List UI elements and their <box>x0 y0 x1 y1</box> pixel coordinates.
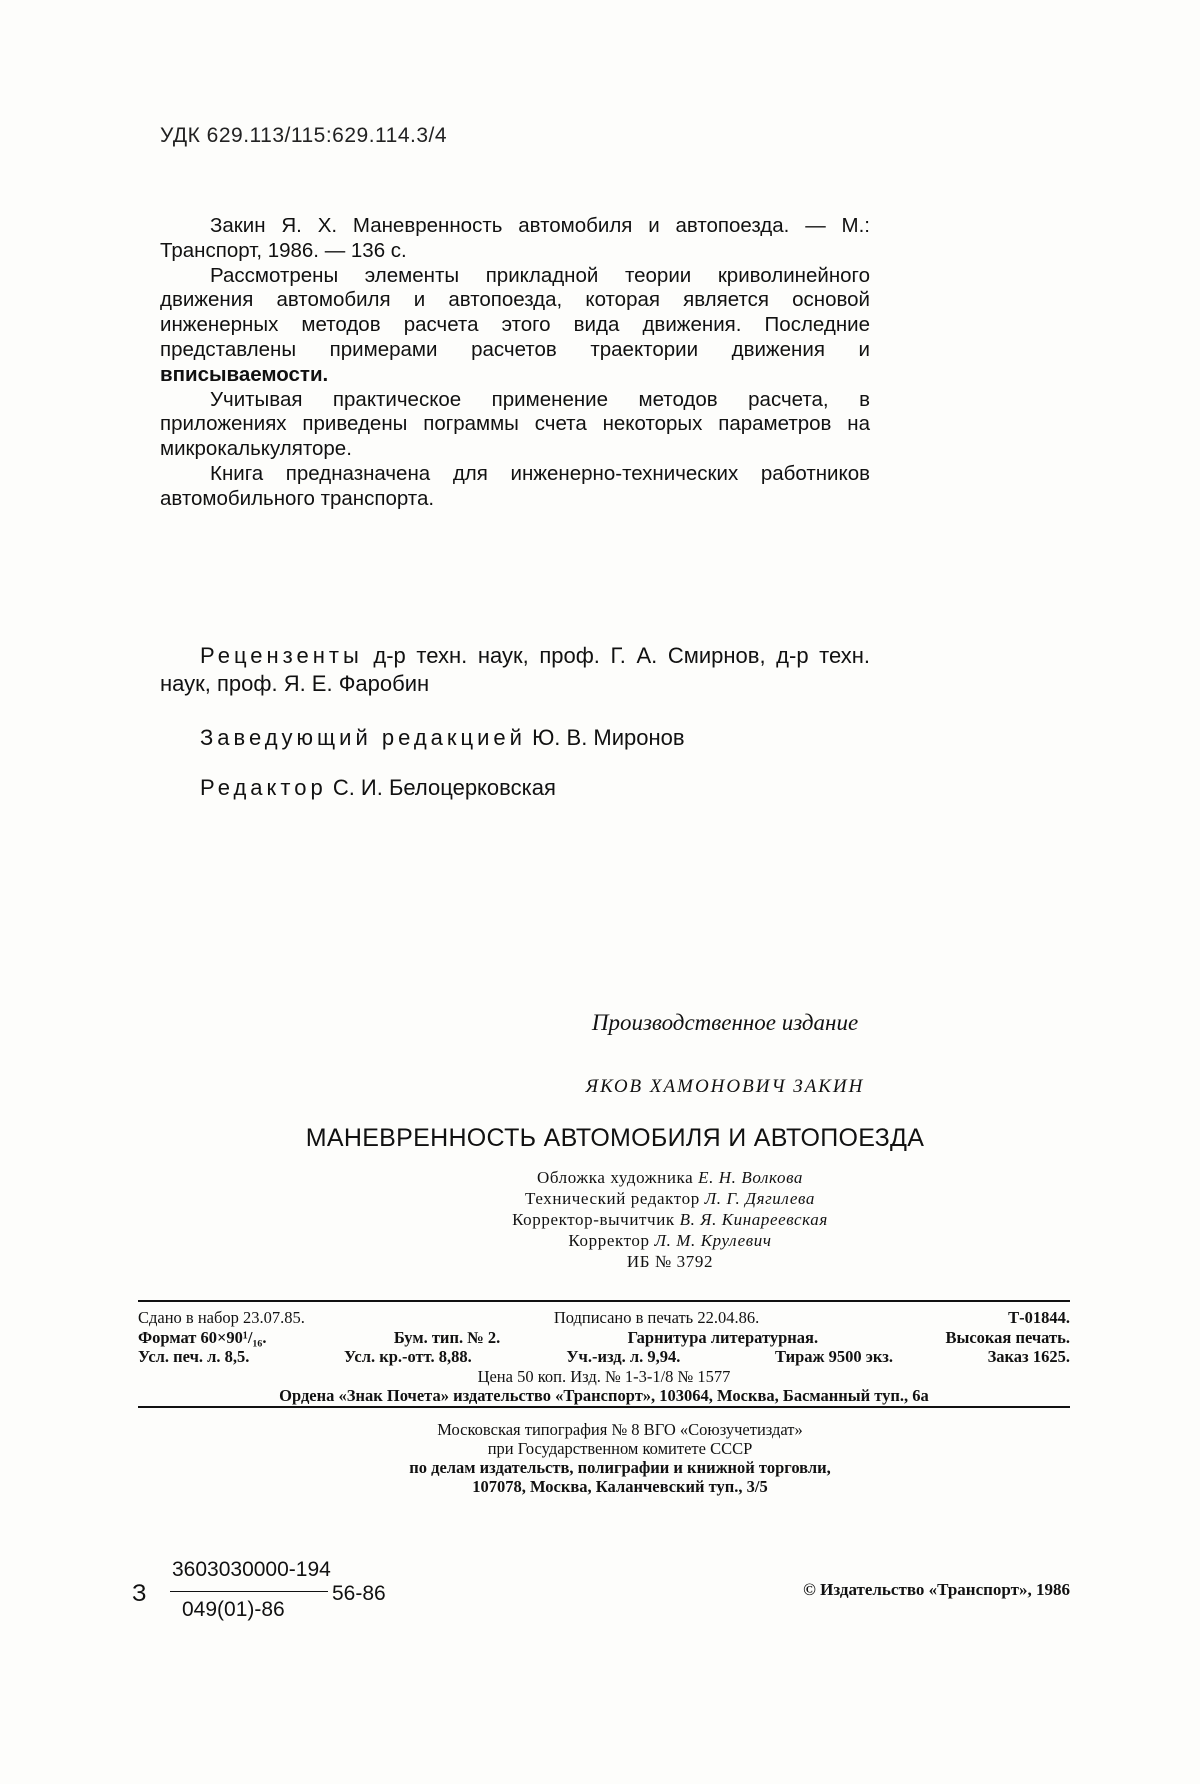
staff-name: В. Я. Кинареевская <box>679 1210 828 1229</box>
signed-date: Подписано в печать 22.04.86. <box>553 1308 760 1327</box>
technical-data <box>138 1308 1070 1406</box>
tech-row-5 <box>138 1386 1070 1406</box>
staff-technical-editor <box>160 1188 1070 1209</box>
catalog-code-fraction-line <box>170 1591 328 1592</box>
editor-name: С. И. Белоцерковская <box>326 775 556 800</box>
staff-cover-artist <box>160 1167 1070 1188</box>
staff-proofreader <box>160 1230 1070 1251</box>
printing-house <box>290 1420 950 1496</box>
abstract-block <box>160 214 870 512</box>
abstract-paragraph-3: Книга предназначена для инженерно-технических работников автомобильного транспорта. <box>160 461 870 510</box>
staff-role: Технический редактор <box>525 1189 705 1208</box>
tech-row-2 <box>138 1328 1070 1348</box>
color-proofs: Усл. кр.-отт. 8,88. <box>344 1347 472 1366</box>
print-code: Т-01844. <box>1008 1308 1070 1327</box>
head-of-editorial-name: Ю. В. Миронов <box>525 725 685 750</box>
credits-block <box>160 642 870 802</box>
divider-bottom <box>138 1406 1070 1408</box>
tech-row-3 <box>138 1347 1070 1367</box>
format: Формат 60×90¹/₁₆. <box>138 1327 267 1347</box>
catalog-code-denominator: 049(01)-86 <box>182 1598 285 1621</box>
publishing-sheets: Уч.-изд. л. 9,94. <box>566 1347 681 1366</box>
print-run: Тираж 9500 экз. <box>775 1347 893 1366</box>
staff-name: Л. М. Крулевич <box>654 1231 772 1250</box>
staff-proofreader-checker <box>160 1209 1070 1230</box>
abstract-paragraph-1-text: Рассмотрены элементы прикладной теории криволинейного движения автомобиля и автопоезда, которая является основой инженерных методов расчета этого вида движения. Последние представлены примерами расчетов траектории движения и <box>160 263 870 361</box>
catalog-code <box>132 1558 432 1638</box>
bibliographic-entry: Закин Я. Х. Маневренность автомобиля и автопоезда. — М.: Транспорт, 1986. — 136 с. <box>160 214 870 262</box>
staff-role: Корректор <box>568 1231 655 1250</box>
head-of-editorial-line <box>160 724 870 752</box>
price: Цена 50 коп. Изд. № 1-3-1/8 № 1577 <box>477 1366 731 1386</box>
editor-label: Редактор <box>200 775 327 800</box>
catalog-code-suffix: 56-86 <box>332 1582 386 1605</box>
order-number: Заказ 1625. <box>987 1347 1070 1366</box>
author-full-name: ЯКОВ ХАМОНОВИЧ ЗАКИН <box>585 1076 865 1097</box>
editor-line <box>160 774 870 802</box>
edition-type: Производственное издание <box>591 1010 859 1035</box>
printing-house-line-3: по делам издательств, полиграфии и книжной торговли, <box>409 1458 831 1477</box>
abstract-paragraph-1 <box>160 264 870 388</box>
staff-role: Корректор-вычитчик <box>512 1210 680 1229</box>
catalog-code-prefix: З <box>132 1580 147 1607</box>
staff-name: Л. Г. Дягилева <box>704 1189 815 1208</box>
ib-number-text: ИБ № 3792 <box>626 1252 714 1271</box>
printing-house-line-4: 107078, Москва, Каланчевский туп., 3/5 <box>472 1477 768 1496</box>
abstract-paragraph-2: Учитывая практическое применение методов расчета, в приложениях приведены пограммы счета некоторых параметров на микрокалькуляторе. <box>160 387 870 461</box>
staff-name: Е. Н. Волкова <box>698 1168 804 1187</box>
reviewers-line <box>160 642 870 698</box>
copyright: © Издательство «Транспорт», 1986 <box>803 1580 1070 1599</box>
print-type: Высокая печать. <box>945 1327 1070 1347</box>
printed-sheets: Усл. печ. л. 8,5. <box>138 1347 250 1366</box>
book-title: МАНЕВРЕННОСТЬ АВТОМОБИЛЯ И АВТОПОЕЗДА <box>305 1124 925 1152</box>
head-of-editorial-label: Заведующий редакцией <box>200 725 526 750</box>
abstract-paragraph-1-bold: вписываемости. <box>160 362 329 386</box>
printing-house-line-1: Московская типография № 8 ВГО «Союзучетиздат» <box>437 1420 803 1439</box>
printing-house-line-2: при Государственном комитете СССР <box>487 1439 753 1458</box>
paper-type: Бум. тип. № 2. <box>393 1327 501 1347</box>
publisher: Ордена «Знак Почета» издательство «Транспорт», 103064, Москва, Басманный туп., 6а <box>279 1386 929 1405</box>
ib-number <box>160 1251 1070 1272</box>
reviewers-text: д-р техн. наук, проф. Г. А. Смирнов, д-р техн. наук, проф. Я. Е. Фаробин <box>160 643 870 696</box>
typeface: Гарнитура литературная. <box>627 1327 819 1347</box>
reviewers-label: Рецензенты <box>200 643 363 668</box>
tech-row-4 <box>138 1367 1070 1387</box>
submitted-date: Сдано в набор 23.07.85. <box>138 1308 305 1327</box>
tech-row-1 <box>138 1308 1070 1328</box>
catalog-code-numerator: 3603030000-194 <box>172 1558 331 1581</box>
udc-code: УДК 629.113/115:629.114.3/4 <box>160 124 448 147</box>
staff-list <box>160 1167 1070 1272</box>
staff-role: Обложка художника <box>536 1168 699 1187</box>
divider-top <box>138 1300 1070 1302</box>
